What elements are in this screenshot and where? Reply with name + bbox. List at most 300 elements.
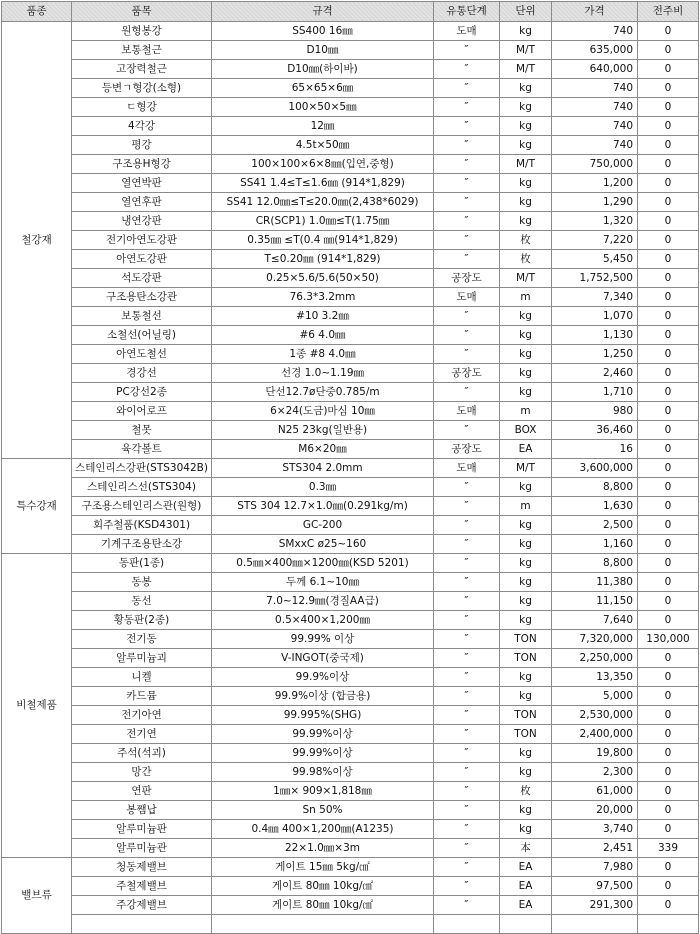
- change-cell: 0: [638, 440, 699, 459]
- distribution-cell: ″: [434, 649, 500, 668]
- item-cell: 철못: [72, 421, 212, 440]
- table-row: [2, 212, 699, 231]
- spec-cell: 22×1.0㎜×3m: [212, 839, 434, 858]
- spec-cell: 65×65×6㎜: [212, 79, 434, 98]
- unit-cell: kg: [500, 592, 552, 611]
- table-row: [2, 345, 699, 364]
- change-cell: 0: [638, 402, 699, 421]
- item-cell: 전기연: [72, 725, 212, 744]
- distribution-cell: ″: [434, 896, 500, 915]
- price-cell: 16: [552, 440, 638, 459]
- spec-cell: STS304 2.0mm: [212, 459, 434, 478]
- distribution-cell: 도매: [434, 288, 500, 307]
- spec-cell: SS41 1.4≤T≤1.6㎜ (914*1,829): [212, 174, 434, 193]
- distribution-cell: ″: [434, 687, 500, 706]
- table-row: [2, 915, 699, 934]
- category-cell: 특수강재: [2, 459, 72, 554]
- distribution-cell: ″: [434, 79, 500, 98]
- distribution-cell: ″: [434, 250, 500, 269]
- distribution-cell: ″: [434, 231, 500, 250]
- unit-cell: kg: [500, 687, 552, 706]
- unit-cell: kg: [500, 193, 552, 212]
- spec-cell: #10 3.2㎜: [212, 307, 434, 326]
- unit-cell: M/T: [500, 459, 552, 478]
- change-cell: 0: [638, 41, 699, 60]
- unit-cell: M/T: [500, 60, 552, 79]
- item-cell: 열연후판: [72, 193, 212, 212]
- spec-cell: 100×50×5㎜: [212, 98, 434, 117]
- table-row: [2, 98, 699, 117]
- spec-cell: CR(SCP1) 1.0㎜≤T(1.75㎜: [212, 212, 434, 231]
- unit-cell: 枚: [500, 231, 552, 250]
- distribution-cell: 공장도: [434, 364, 500, 383]
- price-cell: 1,710: [552, 383, 638, 402]
- spec-cell: 1종 #8 4.0㎜: [212, 345, 434, 364]
- unit-cell: kg: [500, 763, 552, 782]
- distribution-cell: ″: [434, 155, 500, 174]
- table-row: [2, 668, 699, 687]
- distribution-cell: ″: [434, 60, 500, 79]
- item-cell: 주철제밸브: [72, 877, 212, 896]
- item-cell: 구조용스테인리스관(원형): [72, 497, 212, 516]
- change-cell: 0: [638, 725, 699, 744]
- change-cell: 0: [638, 117, 699, 136]
- price-cell: 2,250,000: [552, 649, 638, 668]
- spec-cell: D10㎜(하이바): [212, 60, 434, 79]
- distribution-cell: ″: [434, 307, 500, 326]
- price-cell: 3,600,000: [552, 459, 638, 478]
- change-cell: 339: [638, 839, 699, 858]
- spec-cell: 0.5×400×1,200㎜: [212, 611, 434, 630]
- unit-cell: kg: [500, 79, 552, 98]
- price-cell: 740: [552, 98, 638, 117]
- distribution-cell: ″: [434, 421, 500, 440]
- table-row: [2, 440, 699, 459]
- price-cell: 635,000: [552, 41, 638, 60]
- table-row: [2, 193, 699, 212]
- unit-cell: TON: [500, 706, 552, 725]
- table-row: [2, 877, 699, 896]
- distribution-cell: 도매: [434, 22, 500, 41]
- item-cell: 구조용H형강: [72, 155, 212, 174]
- price-cell: 2,300: [552, 763, 638, 782]
- distribution-cell: 공장도: [434, 269, 500, 288]
- change-cell: 0: [638, 744, 699, 763]
- unit-cell: TON: [500, 725, 552, 744]
- unit-cell: kg: [500, 212, 552, 231]
- header-row: [2, 2, 699, 22]
- distribution-cell: ″: [434, 193, 500, 212]
- distribution-cell: ″: [434, 345, 500, 364]
- item-cell: 봉쨈납: [72, 801, 212, 820]
- table-row: [2, 706, 699, 725]
- item-cell: 4각강: [72, 117, 212, 136]
- price-cell: 8,800: [552, 478, 638, 497]
- price-cell: 11,150: [552, 592, 638, 611]
- item-cell: 등변ㄱ형강(소형): [72, 79, 212, 98]
- unit-cell: kg: [500, 136, 552, 155]
- change-cell: 0: [638, 497, 699, 516]
- distribution-cell: ″: [434, 98, 500, 117]
- spec-cell: D10㎜: [212, 41, 434, 60]
- table-row: [2, 630, 699, 649]
- unit-cell: kg: [500, 326, 552, 345]
- table-row: [2, 687, 699, 706]
- unit-cell: kg: [500, 478, 552, 497]
- change-cell: 0: [638, 459, 699, 478]
- price-cell: 1,200: [552, 174, 638, 193]
- table-row: [2, 136, 699, 155]
- table-row: [2, 402, 699, 421]
- unit-cell: TON: [500, 630, 552, 649]
- price-cell: 20,000: [552, 801, 638, 820]
- table-row: [2, 22, 699, 41]
- unit-cell: M/T: [500, 155, 552, 174]
- change-cell: 0: [638, 687, 699, 706]
- change-cell: 0: [638, 858, 699, 877]
- price-cell: 7,640: [552, 611, 638, 630]
- distribution-cell: ″: [434, 725, 500, 744]
- table-row: [2, 896, 699, 915]
- spec-cell: 0.5㎜×400㎜×1200㎜(KSD 5201): [212, 554, 434, 573]
- unit-cell: m: [500, 288, 552, 307]
- item-cell: 보통철근: [72, 41, 212, 60]
- price-cell: 36,460: [552, 421, 638, 440]
- distribution-cell: [434, 915, 500, 934]
- price-cell: 1,250: [552, 345, 638, 364]
- unit-cell: M/T: [500, 269, 552, 288]
- distribution-cell: 도매: [434, 459, 500, 478]
- item-cell: 청동제밸브: [72, 858, 212, 877]
- change-cell: 0: [638, 326, 699, 345]
- item-cell: 고장력철근: [72, 60, 212, 79]
- table-row: [2, 383, 699, 402]
- unit-cell: M/T: [500, 41, 552, 60]
- change-cell: 0: [638, 478, 699, 497]
- distribution-cell: ″: [434, 478, 500, 497]
- table-row: [2, 41, 699, 60]
- change-cell: 0: [638, 383, 699, 402]
- item-cell: 주석(석괴): [72, 744, 212, 763]
- change-cell: 0: [638, 345, 699, 364]
- change-cell: 0: [638, 22, 699, 41]
- unit-cell: kg: [500, 611, 552, 630]
- spec-cell: T≤0.20㎜ (914*1,829): [212, 250, 434, 269]
- price-cell: 7,980: [552, 858, 638, 877]
- price-cell: 7,320,000: [552, 630, 638, 649]
- table-row: [2, 307, 699, 326]
- unit-cell: 枚: [500, 250, 552, 269]
- spec-cell: 게이트 80㎜ 10kg/㎠: [212, 877, 434, 896]
- spec-cell: #6 4.0㎜: [212, 326, 434, 345]
- table-row: [2, 459, 699, 478]
- table-row: [2, 174, 699, 193]
- price-cell: 1,130: [552, 326, 638, 345]
- table-row: [2, 839, 699, 858]
- unit-cell: kg: [500, 535, 552, 554]
- spec-cell: 99.99% 이상: [212, 630, 434, 649]
- distribution-cell: ″: [434, 41, 500, 60]
- table-row: [2, 497, 699, 516]
- price-cell: 13,350: [552, 668, 638, 687]
- header-weekly-change: 전주비: [638, 2, 699, 22]
- item-cell: 연판: [72, 782, 212, 801]
- category-cell: 밸브류: [2, 858, 72, 934]
- distribution-cell: ″: [434, 554, 500, 573]
- change-cell: 0: [638, 782, 699, 801]
- unit-cell: kg: [500, 22, 552, 41]
- price-cell: 1,290: [552, 193, 638, 212]
- price-cell: 2,451: [552, 839, 638, 858]
- spec-cell: SS400 16㎜: [212, 22, 434, 41]
- change-cell: 0: [638, 421, 699, 440]
- unit-cell: 枚: [500, 782, 552, 801]
- price-cell: 740: [552, 22, 638, 41]
- price-cell: 2,500: [552, 516, 638, 535]
- unit-cell: 本: [500, 839, 552, 858]
- item-cell: 열연박판: [72, 174, 212, 193]
- change-cell: 0: [638, 554, 699, 573]
- spec-cell: 7.0~12.9㎜(경질AA급): [212, 592, 434, 611]
- item-cell: 알루미늄관: [72, 839, 212, 858]
- unit-cell: BOX: [500, 421, 552, 440]
- table-row: [2, 155, 699, 174]
- spec-cell: 99.98%이상: [212, 763, 434, 782]
- distribution-cell: ″: [434, 497, 500, 516]
- table-row: [2, 725, 699, 744]
- unit-cell: kg: [500, 744, 552, 763]
- table-body: [2, 22, 699, 934]
- item-cell: 카드뮴: [72, 687, 212, 706]
- item-cell: 아연도강판: [72, 250, 212, 269]
- item-cell: 평강: [72, 136, 212, 155]
- item-cell: 스테인리스강판(STS3042B): [72, 459, 212, 478]
- table-row: [2, 820, 699, 839]
- item-cell: 황동판(2종): [72, 611, 212, 630]
- item-cell: 전기아연도강판: [72, 231, 212, 250]
- header-spec: 규격: [212, 2, 434, 22]
- table-row: [2, 573, 699, 592]
- table-row: [2, 60, 699, 79]
- change-cell: 0: [638, 592, 699, 611]
- unit-cell: kg: [500, 668, 552, 687]
- change-cell: 0: [638, 611, 699, 630]
- spec-cell: 0.35㎜ ≤T(0.4 ㎜(914*1,829): [212, 231, 434, 250]
- item-cell: 전기아연: [72, 706, 212, 725]
- unit-cell: kg: [500, 117, 552, 136]
- spec-cell: 6×24(도금)마심 10㎜: [212, 402, 434, 421]
- price-cell: 7,220: [552, 231, 638, 250]
- unit-cell: kg: [500, 801, 552, 820]
- category-cell: 비철제품: [2, 554, 72, 858]
- distribution-cell: ″: [434, 573, 500, 592]
- header-price: 가격: [552, 2, 638, 22]
- item-cell: 석도강판: [72, 269, 212, 288]
- price-cell: 750,000: [552, 155, 638, 174]
- price-cell: 980: [552, 402, 638, 421]
- price-table: [1, 1, 699, 934]
- item-cell: 전기동: [72, 630, 212, 649]
- unit-cell: EA: [500, 440, 552, 459]
- price-cell: 11,380: [552, 573, 638, 592]
- item-cell: 소철선(어닐링): [72, 326, 212, 345]
- item-cell: 아연도철선: [72, 345, 212, 364]
- distribution-cell: ″: [434, 801, 500, 820]
- table-row: [2, 801, 699, 820]
- spec-cell: 두께 6.1~10㎜: [212, 573, 434, 592]
- item-cell: 육각볼트: [72, 440, 212, 459]
- distribution-cell: ″: [434, 706, 500, 725]
- price-cell: 1,630: [552, 497, 638, 516]
- change-cell: [638, 915, 699, 934]
- header-category: 품종: [2, 2, 72, 22]
- price-cell: 1,070: [552, 307, 638, 326]
- price-cell: 1,160: [552, 535, 638, 554]
- spec-cell: 100×100×6×8㎜(입연,중형): [212, 155, 434, 174]
- change-cell: 0: [638, 193, 699, 212]
- item-cell: 구조용탄소강관: [72, 288, 212, 307]
- table-row: [2, 117, 699, 136]
- change-cell: 0: [638, 535, 699, 554]
- price-cell: 640,000: [552, 60, 638, 79]
- unit-cell: m: [500, 402, 552, 421]
- header-unit: 단위: [500, 2, 552, 22]
- price-cell: 5,000: [552, 687, 638, 706]
- unit-cell: kg: [500, 820, 552, 839]
- unit-cell: kg: [500, 98, 552, 117]
- unit-cell: EA: [500, 877, 552, 896]
- distribution-cell: ″: [434, 877, 500, 896]
- price-cell: 2,400,000: [552, 725, 638, 744]
- table-row: [2, 250, 699, 269]
- price-cell: 2,460: [552, 364, 638, 383]
- distribution-cell: 도매: [434, 402, 500, 421]
- spec-cell: 12㎜: [212, 117, 434, 136]
- spec-cell: 4.5t×50㎜: [212, 136, 434, 155]
- spec-cell: 1㎜× 909×1,818㎜: [212, 782, 434, 801]
- unit-cell: kg: [500, 364, 552, 383]
- unit-cell: kg: [500, 516, 552, 535]
- spec-cell: 0.4㎜ 400×1,200㎜(A1235): [212, 820, 434, 839]
- change-cell: 0: [638, 649, 699, 668]
- spec-cell: 게이트 15㎜ 5kg/㎠: [212, 858, 434, 877]
- item-cell: 스테인리스선(STS304): [72, 478, 212, 497]
- table-row: [2, 364, 699, 383]
- change-cell: 0: [638, 60, 699, 79]
- spec-cell: 게이트 80㎜ 10kg/㎠: [212, 896, 434, 915]
- price-cell: 3,740: [552, 820, 638, 839]
- price-cell: 291,300: [552, 896, 638, 915]
- change-cell: 0: [638, 136, 699, 155]
- spec-cell: 99.9%이상 (합금용): [212, 687, 434, 706]
- change-cell: 0: [638, 174, 699, 193]
- spec-cell: V-INGOT(중국제): [212, 649, 434, 668]
- table-row: [2, 478, 699, 497]
- distribution-cell: ″: [434, 383, 500, 402]
- distribution-cell: ″: [434, 820, 500, 839]
- distribution-cell: 공장도: [434, 440, 500, 459]
- item-cell: 보통철선: [72, 307, 212, 326]
- unit-cell: TON: [500, 649, 552, 668]
- distribution-cell: ″: [434, 858, 500, 877]
- change-cell: 0: [638, 288, 699, 307]
- change-cell: 0: [638, 231, 699, 250]
- table-row: [2, 763, 699, 782]
- item-cell: 원형봉강: [72, 22, 212, 41]
- distribution-cell: ″: [434, 212, 500, 231]
- item-cell: PC강선2종: [72, 383, 212, 402]
- change-cell: 0: [638, 706, 699, 725]
- table-row: [2, 269, 699, 288]
- spec-cell: 99.995%(SHG): [212, 706, 434, 725]
- change-cell: 0: [638, 212, 699, 231]
- change-cell: 0: [638, 896, 699, 915]
- price-cell: 19,800: [552, 744, 638, 763]
- item-cell: 망간: [72, 763, 212, 782]
- unit-cell: EA: [500, 896, 552, 915]
- spec-cell: GC-200: [212, 516, 434, 535]
- distribution-cell: ″: [434, 117, 500, 136]
- unit-cell: kg: [500, 307, 552, 326]
- distribution-cell: ″: [434, 516, 500, 535]
- unit-cell: m: [500, 497, 552, 516]
- change-cell: 0: [638, 269, 699, 288]
- item-cell: 알루미늄괴: [72, 649, 212, 668]
- header-distribution: 유통단계: [434, 2, 500, 22]
- table-row: [2, 535, 699, 554]
- distribution-cell: ″: [434, 668, 500, 687]
- price-cell: 8,800: [552, 554, 638, 573]
- price-cell: 5,450: [552, 250, 638, 269]
- unit-cell: kg: [500, 174, 552, 193]
- spec-cell: STS 304 12.7×1.0㎜(0.291kg/m): [212, 497, 434, 516]
- change-cell: 0: [638, 820, 699, 839]
- spec-cell: 선경 1.0~1.19㎜: [212, 364, 434, 383]
- item-cell: 동판(1종): [72, 554, 212, 573]
- item-cell: ㄷ형강: [72, 98, 212, 117]
- table-row: [2, 592, 699, 611]
- item-cell: 동봉: [72, 573, 212, 592]
- table-row: [2, 649, 699, 668]
- spec-cell: 99.9%이상: [212, 668, 434, 687]
- table-row: [2, 288, 699, 307]
- change-cell: 130,000: [638, 630, 699, 649]
- item-cell: 냉연강판: [72, 212, 212, 231]
- table-row: [2, 782, 699, 801]
- table-row: [2, 858, 699, 877]
- price-cell: 7,340: [552, 288, 638, 307]
- table-row: [2, 421, 699, 440]
- spec-cell: M6×20㎜: [212, 440, 434, 459]
- item-cell: 회주철품(KSD4301): [72, 516, 212, 535]
- price-cell: 740: [552, 117, 638, 136]
- price-cell: 1,320: [552, 212, 638, 231]
- distribution-cell: ″: [434, 630, 500, 649]
- spec-cell: 99.99%이상: [212, 725, 434, 744]
- price-cell: 61,000: [552, 782, 638, 801]
- change-cell: 0: [638, 98, 699, 117]
- change-cell: 0: [638, 877, 699, 896]
- unit-cell: [500, 915, 552, 934]
- distribution-cell: ″: [434, 535, 500, 554]
- table-row: [2, 516, 699, 535]
- distribution-cell: ″: [434, 174, 500, 193]
- table-row: [2, 611, 699, 630]
- unit-cell: kg: [500, 345, 552, 364]
- price-cell: 1,752,500: [552, 269, 638, 288]
- item-cell: 기계구조용탄소강: [72, 535, 212, 554]
- price-cell: 740: [552, 136, 638, 155]
